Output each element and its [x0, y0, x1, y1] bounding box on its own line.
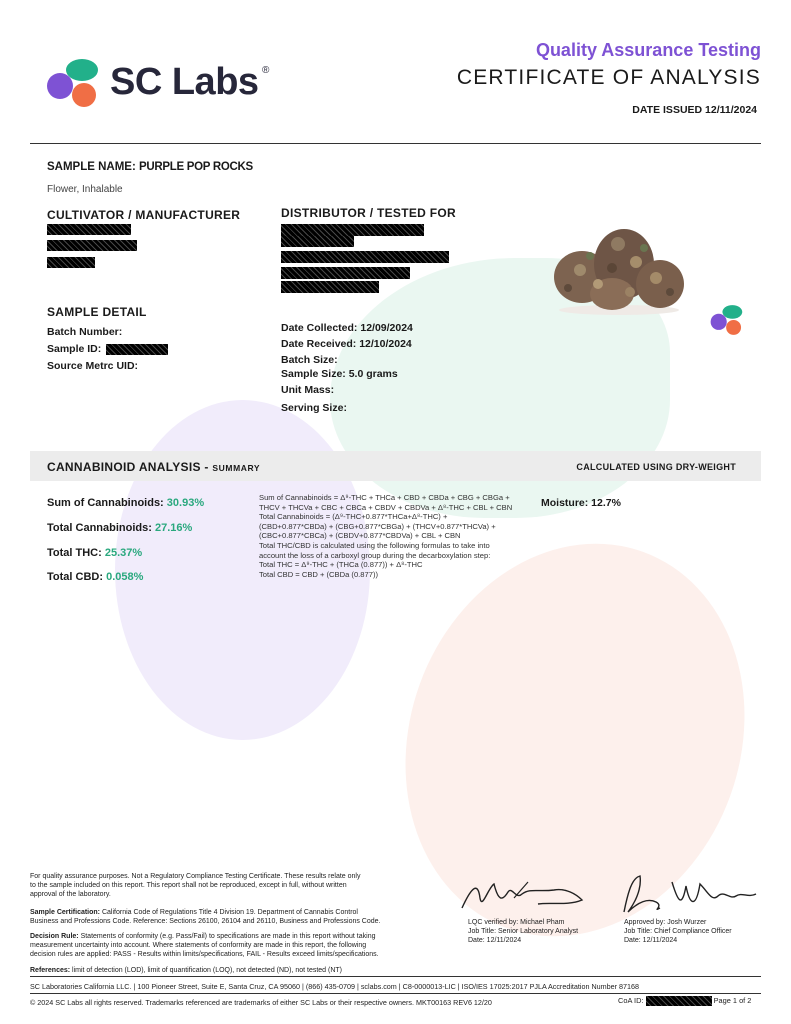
cultivator-redacted-line-2: [47, 240, 137, 251]
total-cbd: [47, 571, 143, 583]
lqc-signature: [458, 878, 588, 916]
page-number: Page 1 of 2: [713, 996, 752, 1005]
sample-detail-heading: SAMPLE DETAIL: [47, 305, 147, 319]
approver-block: [624, 918, 732, 945]
date-collected: Date Collected: 12/09/2024: [281, 322, 413, 334]
cultivator-redacted-line-3: [47, 257, 95, 268]
lqc-verified: LQC verified by: Michael Pham: [468, 919, 565, 926]
date-issued: DATE ISSUED 12/11/2024: [632, 104, 757, 116]
coa-id-redacted: [646, 996, 712, 1006]
formula-line: Total Cannabinoids = (Δ⁹-THC+0.877*THCa+Δ⁸-THC) +: [259, 512, 448, 522]
formula-line: account the loss of a carboxyl group during the decarboxylation step:: [259, 550, 491, 560]
disclaimer-line: For quality assurance purposes. Not a Regulatory Compliance Testing Certificate. These results relate only: [30, 873, 361, 880]
brand-logo: [46, 55, 286, 115]
batch-number: Batch Number:: [47, 326, 123, 338]
disclaimer-line: approval of the laboratory.: [30, 891, 111, 898]
sum-label: Sum of Cannabinoids:: [47, 497, 164, 509]
sum-value: 30.93%: [166, 497, 205, 509]
sample-id-redacted: [106, 344, 168, 355]
cannabis-flower-icon: [552, 222, 687, 317]
registered-mark: ®: [262, 65, 270, 76]
distributor-redacted-line-2: [281, 236, 354, 247]
formula-line: THCV + THCVa + CBC + CBCa + CBDV + CBDVa + Δ⁸-THC + CBL + CBN: [259, 502, 513, 512]
sum-of-cannabinoids: [47, 497, 204, 509]
cannabinoid-title-main: CANNABINOID ANALYSIS -: [47, 460, 209, 474]
header-kicker: Quality Assurance Testing: [535, 40, 761, 60]
total-label: Total Cannabinoids:: [47, 522, 152, 534]
serving-size: Serving Size:: [281, 402, 347, 414]
copyright: © 2024 SC Labs all rights reserved. Trademarks referenced are trademarks of either SC Labs or their respective owners. MKT00163 REV6 12/20: [30, 998, 492, 1007]
cert-text-1: California Code of Regulations Title 4 Division 19. Department of Cannabis Control: [100, 909, 358, 916]
references: [30, 966, 342, 975]
lqc-title: Job Title: Senior Laboratory Analyst: [468, 928, 579, 935]
distributor-redacted-line-1: [281, 224, 424, 236]
unit-mass: Unit Mass:: [281, 384, 335, 396]
references-text: limit of detection (LOD), limit of quantification (LOQ), not detected (ND), not tested (NT): [70, 967, 343, 974]
formula-line: (CBD+0.877*CBDa) + (CBG+0.877*CBGa) + (THCV+0.877*THCVa) +: [259, 521, 496, 531]
references-label: References:: [30, 967, 71, 974]
approved-by: Approved by: Josh Wurzer: [624, 919, 707, 926]
formula-line: (CBC+0.877*CBCa) + (CBDV+0.877*CBDVa) + CBL + CBN: [259, 531, 461, 541]
sample-type: Flower, Inhalable: [47, 184, 123, 195]
cultivator-redacted-line-1: [47, 224, 131, 235]
logo-mark-icon: [46, 55, 104, 111]
header-divider: [30, 143, 761, 144]
total-thc: [47, 547, 142, 559]
calculation-basis: CALCULATED USING DRY-WEIGHT: [576, 462, 736, 472]
sample-name-value: PURPLE POP ROCKS: [139, 161, 253, 173]
approved-date: Date: 12/11/2024: [624, 937, 678, 944]
sample-name-label: SAMPLE NAME:: [47, 161, 136, 173]
date-received: Date Received: 12/10/2024: [281, 338, 412, 350]
cannabinoid-title: [47, 460, 260, 474]
formula-line: Total THC/CBD is calculated using the following formulas to take into: [259, 540, 490, 550]
cbd-value: 0.058%: [106, 571, 144, 583]
product-photo: [552, 222, 687, 317]
disclaimer: [30, 872, 440, 899]
approver-signature: [612, 872, 762, 918]
distributor-heading: DISTRIBUTOR / TESTED FOR: [281, 206, 456, 220]
page-title: CERTIFICATE OF ANALYSIS: [456, 66, 761, 89]
total-value: 27.16%: [154, 522, 193, 534]
lqc-block: [468, 918, 578, 945]
brand-name: SC Labs: [110, 61, 259, 103]
decision-rule: [30, 932, 450, 959]
total-cannabinoids: [47, 522, 192, 534]
coa-id-label: CoA ID:: [618, 996, 644, 1005]
sample-name: [47, 161, 253, 173]
decision-text-1: Statements of conformity (e.g. Pass/Fail) to specifications are made in this report without taking: [78, 933, 376, 940]
cultivator-heading: CULTIVATOR / MANUFACTURER: [47, 208, 241, 222]
decision-label: Decision Rule:: [30, 933, 79, 940]
source-metrc-uid: Source Metrc UID:: [47, 360, 139, 372]
batch-size: Batch Size:: [281, 354, 338, 366]
formula-line: Sum of Cannabinoids = Δ⁹-THC + THCa + CBD + CBDa + CBG + CBGa +: [259, 493, 510, 502]
small-logo-mark-icon: [710, 302, 746, 338]
coa-id: [618, 996, 751, 1006]
cert-text-2: Business and Professions Code. Reference: Sections 26100, 26104 and 26110, Business and Professions Code.: [30, 918, 381, 925]
moisture: Moisture: 12.7%: [541, 497, 621, 509]
cannabinoid-title-sub: SUMMARY: [212, 463, 261, 473]
distributor-redacted-line-3: [281, 251, 449, 263]
footer-divider-top: [30, 976, 761, 977]
decision-text-3: decision rules are applied: PASS - Results within limits/specifications, FAIL - Results exceed limits/specifications.: [30, 951, 379, 958]
lqc-date: Date: 12/11/2024: [468, 937, 522, 944]
company-line: SC Laboratories California LLC. | 100 Pioneer Street, Suite E, Santa Cruz, CA 95060 | (866) 435-0709 | sclabs.com | C8-0000013-LIC | ISO/IES 17025:2017 PJLA Accreditation Number 87168: [30, 982, 640, 991]
formula-line: Total THC = Δ⁹-THC + (THCa (0.877)) + Δ⁸-THC: [259, 560, 423, 570]
cannabinoid-formulas: [259, 493, 529, 579]
cert-label: Sample Certification:: [30, 909, 101, 916]
decision-text-2: measurement uncertainty into account. Where statements of conformity are made in this report, the following: [30, 942, 367, 949]
sample-id-label: Sample ID:: [47, 343, 102, 355]
formula-line: Total CBD = CBD + (CBDa (0.877)): [259, 569, 379, 579]
sample-id: [47, 343, 168, 355]
thc-value: 25.37%: [104, 547, 143, 559]
cbd-label: Total CBD:: [47, 571, 104, 583]
approved-title: Job Title: Chief Compliance Officer: [624, 928, 732, 935]
sample-size: Sample Size: 5.0 grams: [281, 368, 398, 380]
disclaimer-line: to the sample included on this report. This report shall not be reproduced, except in full, without written: [30, 882, 347, 889]
distributor-redacted-line-4: [281, 267, 410, 279]
thc-label: Total THC:: [47, 547, 102, 559]
distributor-redacted-line-5: [281, 281, 379, 293]
sample-certification: [30, 908, 450, 926]
footer-divider-bottom: [30, 993, 761, 994]
